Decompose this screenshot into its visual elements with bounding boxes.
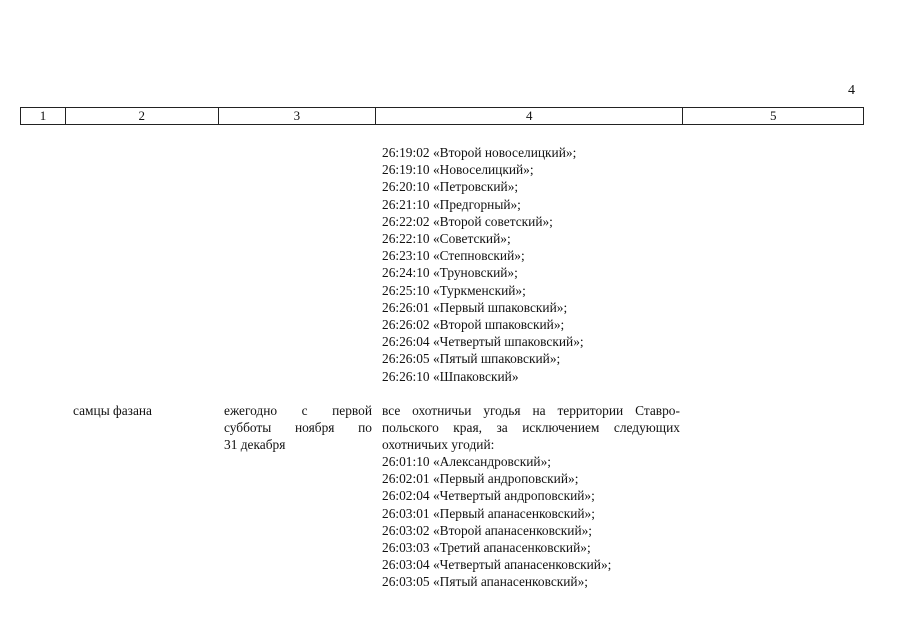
period-line: [224, 402, 372, 419]
territory-line: [382, 402, 680, 419]
word: по: [358, 420, 372, 436]
list-item: 26:03:01 «Первый апанасенковский»;: [382, 505, 595, 521]
territory-cell: [382, 402, 680, 454]
column-header-3: 3: [219, 108, 377, 124]
list-item: 26:02:01 «Первый андроповский»;: [382, 471, 579, 487]
period-line: [224, 419, 372, 436]
list-item: 26:03:02 «Второй апанасенковский»;: [382, 522, 593, 538]
column-header-4: 4: [376, 108, 683, 124]
word: с: [301, 403, 308, 418]
list-item: 26:20:10 «Петровский»;: [382, 179, 519, 195]
word: охотничьи: [412, 403, 472, 418]
list-item: 26:26:05 «Пятый шпаковский»;: [382, 351, 561, 367]
species-cell: самцы фазана: [73, 403, 152, 418]
word: польского: [382, 420, 439, 436]
list-item: 26:19:10 «Новоселицкий»;: [382, 162, 534, 178]
list-item: 26:23:10 «Степновский»;: [382, 248, 525, 264]
list-item: 26:26:01 «Первый шпаковский»;: [382, 299, 568, 315]
word: угодья: [483, 403, 521, 418]
list-item: 26:26:04 «Четвертый шпаковский»;: [382, 334, 584, 350]
list-item: 26:26:10 «Шпаковский»: [382, 368, 519, 384]
column-header-2: 2: [66, 108, 219, 124]
word: первой: [332, 403, 372, 418]
word: исключением: [522, 420, 600, 436]
word: ежегодно: [224, 403, 278, 418]
territory-line: охотничьих угодий:: [382, 437, 495, 453]
list-item: 26:24:10 «Труновский»;: [382, 265, 518, 281]
territory-line: [382, 419, 680, 436]
word: следующих: [613, 420, 680, 436]
word: все: [382, 403, 401, 418]
list-item: 26:22:02 «Второй советский»;: [382, 213, 553, 229]
word: Ставро-: [635, 403, 680, 418]
word: территории: [557, 403, 624, 418]
word: ноября: [294, 420, 335, 436]
word: субботы: [224, 420, 272, 436]
list-item: 26:22:10 «Советский»;: [382, 231, 511, 247]
word: за: [496, 420, 508, 436]
page-number: 4: [848, 83, 855, 98]
list-item: 26:25:10 «Туркменский»;: [382, 282, 526, 298]
table-header-row: [20, 107, 864, 125]
list-item: 26:02:04 «Четвертый андроповский»;: [382, 488, 595, 504]
hunting-area-list-continued: [382, 144, 682, 385]
list-item: 26:01:10 «Александровский»;: [382, 454, 551, 469]
list-item: 26:03:05 «Пятый апанасенковский»;: [382, 574, 589, 590]
list-item: 26:03:04 «Четвертый апанасенковский»;: [382, 557, 612, 573]
word: края,: [453, 420, 482, 436]
hunting-period-cell: [224, 402, 372, 454]
period-line: 31 декабря: [224, 437, 286, 453]
list-item: 26:26:02 «Второй шпаковский»;: [382, 317, 565, 333]
excluded-area-list: [382, 453, 682, 591]
word: на: [532, 403, 546, 418]
list-item: 26:19:02 «Второй новоселицкий»;: [382, 145, 577, 160]
list-item: 26:21:10 «Предгорный»;: [382, 196, 521, 212]
column-header-1: 1: [21, 108, 66, 124]
column-header-5: 5: [769, 108, 777, 123]
list-item: 26:03:03 «Третий апанасенковский»;: [382, 540, 591, 556]
